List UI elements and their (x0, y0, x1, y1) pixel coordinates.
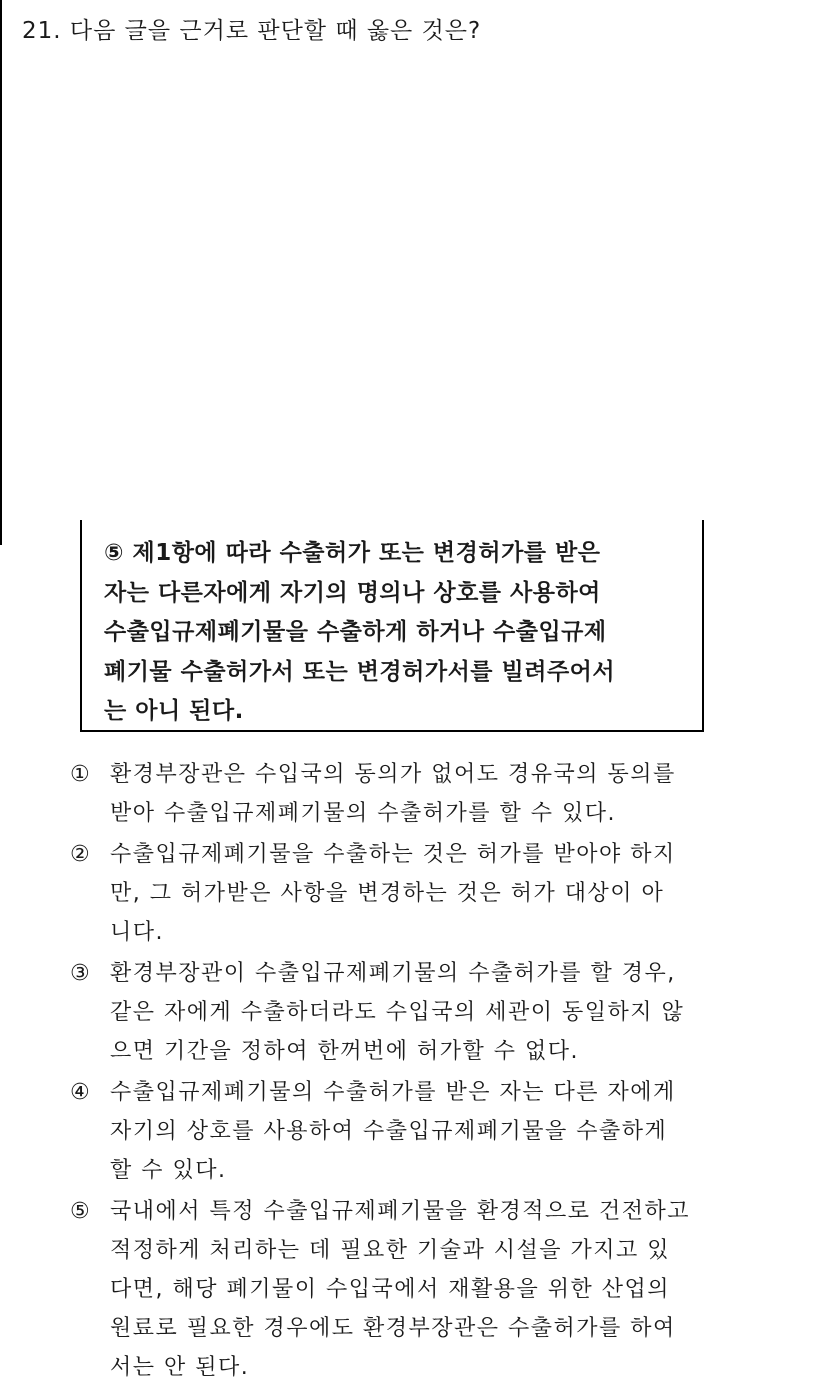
option-line: 국내에서 특정 수출입규제폐기물을 환경적으로 건전하고 (110, 1199, 691, 1224)
option-number: ⑤ (70, 1199, 92, 1224)
passage-box (80, 520, 704, 732)
answer-options (70, 755, 770, 1387)
option-line: 환경부장관은 수입국의 동의가 없어도 경유국의 동의를 (110, 762, 676, 787)
passage-line: 자는 다른자에게 자기의 명의나 상호를 사용하여 (104, 579, 601, 606)
option-line: 다면, 해당 폐기물이 수입국에서 재활용을 위한 산업의 (110, 1277, 670, 1302)
option-line: 환경부장관이 수출입규제폐기물의 수출허가를 할 경우, (110, 961, 676, 986)
option-line: 으면 기간을 정하여 한꺼번에 허가할 수 없다. (110, 1039, 579, 1064)
option-line: 니다. (110, 920, 164, 945)
answer-option-2[interactable] (70, 835, 770, 952)
question-title: 21. 다음 글을 근거로 판단할 때 옳은 것은? (22, 18, 482, 44)
answer-option-5[interactable] (70, 1192, 770, 1387)
answer-option-1[interactable] (70, 755, 770, 833)
option-line: 수출입규제폐기물을 수출하는 것은 허가를 받아야 하지 (110, 842, 676, 867)
passage-line: 는 아니 된다. (104, 698, 244, 724)
passage-line: 폐기물 수출허가서 또는 변경허가서를 빌려주어서 (104, 658, 616, 685)
left-margin-rule (0, 0, 2, 545)
option-number: ① (70, 762, 92, 787)
passage-line: ⑤ 제1항에 따라 수출허가 또는 변경허가를 받은 (104, 540, 601, 566)
option-line: 적정하게 처리하는 데 필요한 기술과 시설을 가지고 있 (110, 1238, 670, 1263)
option-line: 할 수 있다. (110, 1158, 227, 1183)
answer-option-3[interactable] (70, 954, 770, 1071)
option-line: 받아 수출입규제폐기물의 수출허가를 할 수 있다. (110, 801, 617, 826)
option-line: 자기의 상호를 사용하여 수출입규제폐기물을 수출하게 (110, 1119, 668, 1144)
option-number: ④ (70, 1080, 92, 1105)
option-number: ② (70, 842, 92, 867)
option-number: ③ (70, 961, 92, 986)
passage-text (104, 534, 694, 732)
passage-line: 수출입규제폐기물을 수출하게 하거나 수출입규제 (104, 619, 607, 645)
option-line: 원료로 필요한 경우에도 환경부장관은 수출허가를 하여 (110, 1316, 676, 1341)
option-line: 같은 자에게 수출하더라도 수입국의 세관이 동일하지 않 (110, 1000, 685, 1025)
option-line: 수출입규제폐기물의 수출허가를 받은 자는 다른 자에게 (110, 1080, 676, 1105)
option-line: 서는 안 된다. (110, 1355, 250, 1380)
option-line: 만, 그 허가받은 사항을 변경하는 것은 허가 대상이 아 (110, 881, 665, 906)
answer-option-4[interactable] (70, 1073, 770, 1190)
